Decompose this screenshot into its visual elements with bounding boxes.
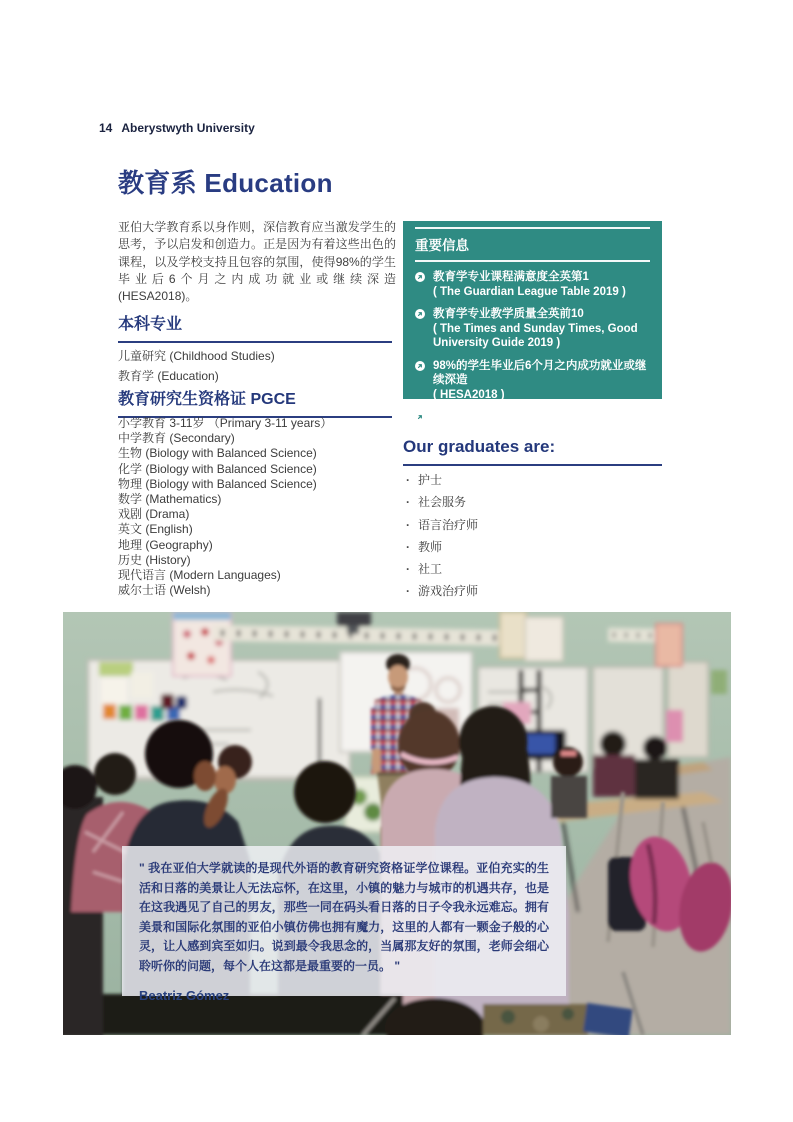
- pgce-list: [118, 416, 332, 598]
- key-info-item-zh: 98%的学生毕业后6个月之内成功就业或继续深造: [433, 359, 647, 386]
- list-item: 物理 (Biology with Balanced Science): [118, 476, 317, 491]
- list-item: · 游戏治疗师: [403, 580, 478, 602]
- circle-arrow-icon: [415, 412, 425, 422]
- circle-arrow-icon: [415, 361, 425, 371]
- list-item: 地理 (Geography): [118, 537, 213, 552]
- undergraduate-list: [118, 347, 275, 386]
- key-info-title: 重要信息: [415, 238, 469, 253]
- list-item: 生物 (Biology with Balanced Science): [118, 446, 317, 461]
- list-item: 戏剧 (Drama): [118, 507, 190, 522]
- circle-arrow-icon: [415, 272, 425, 282]
- university-name: Aberystwyth University: [121, 121, 255, 135]
- key-info-item-zh: 教育学专业课程满意度全英第1: [433, 271, 589, 283]
- list-item: 化学 (Biology with Balanced Science): [118, 461, 317, 476]
- circle-arrow-icon: [415, 309, 425, 319]
- list-item: 历史 (History): [118, 552, 191, 567]
- divider: [415, 260, 650, 262]
- list-item: · 护士: [403, 469, 478, 491]
- quote-text: " 我在亚伯大学就读的是现代外语的教育研究资格证学位课程。亚伯充实的生活和日落的美景让人无法忘怀，在这里，小镇的魅力与城市的机遇共存，也是在这我遇见了自己的男友，那些一同在码头看日落的日子令我永远难忘。拥有美景和国际化氛围的亚伯小镇仿佛也拥有魔力，这里的人都有一颗金子般的心灵，让人感到宾至如归。说到最令我思念的，当属那友好的氛围，老师会细心聆听你的问题，每个人在这都是最重要的一员。 ": [139, 861, 549, 973]
- undergraduate-heading: 本科专业: [118, 311, 392, 343]
- pgce-heading: 教育研究生资格证 PGCE: [118, 386, 392, 418]
- page-number: 14: [99, 121, 113, 135]
- list-item: 儿童研究 (Childhood Studies): [118, 349, 275, 363]
- list-item: 威尔士语 (Welsh): [118, 583, 211, 598]
- classroom-photo: [63, 612, 731, 1035]
- list-item: 数学 (Mathematics): [118, 492, 222, 507]
- list-item: · 社会服务: [403, 491, 478, 513]
- graduates-list: [403, 469, 478, 603]
- divider: [415, 227, 650, 229]
- key-info-item-zh: 工作实习机会: [433, 411, 502, 423]
- list-item: 小学教育 3-11岁 （Primary 3-11 years）: [118, 416, 333, 430]
- key-info-box: [403, 221, 662, 423]
- list-item: · 社工: [403, 558, 478, 580]
- list-item: · 教师: [403, 536, 478, 558]
- list-item: · 语言治疗师: [403, 514, 478, 536]
- student-quote-box: [122, 846, 566, 1003]
- list-item: 现代语言 (Modern Languages): [118, 568, 281, 583]
- key-info-item: [415, 359, 650, 403]
- key-info-item: [415, 410, 650, 425]
- key-info-item: [415, 307, 650, 351]
- key-info-item-en: ( The Times and Sunday Times, Good University Guide 2019 ): [433, 322, 638, 349]
- key-info-item-zh: 教育学专业教学质量全英前10: [433, 308, 584, 320]
- list-item: 英文 (English): [118, 522, 193, 537]
- list-item: 教育学 (Education): [118, 368, 219, 383]
- page-title: 教育系 Education: [118, 168, 333, 198]
- page-header: [99, 121, 255, 135]
- key-info-item-en: ( The Guardian League Table 2019 ): [433, 285, 626, 298]
- key-info-item-en: ( HESA2018 ): [433, 388, 505, 401]
- intro-paragraph: 亚伯大学教育系以身作则，深信教育应当激发学生的思考，予以启发和创造力。正是因为有着这些出色的课程，以及学校支持且包容的氛围，使得98%的学生毕业后6个月之内成功就业或继续深造 (HESA2018)。: [118, 220, 396, 304]
- quote-attribution: Beatriz Gómez: [139, 988, 230, 1003]
- key-info-item: [415, 270, 650, 299]
- graduates-heading: Our graduates are:: [403, 437, 662, 466]
- list-item: 中学教育 (Secondary): [118, 431, 235, 446]
